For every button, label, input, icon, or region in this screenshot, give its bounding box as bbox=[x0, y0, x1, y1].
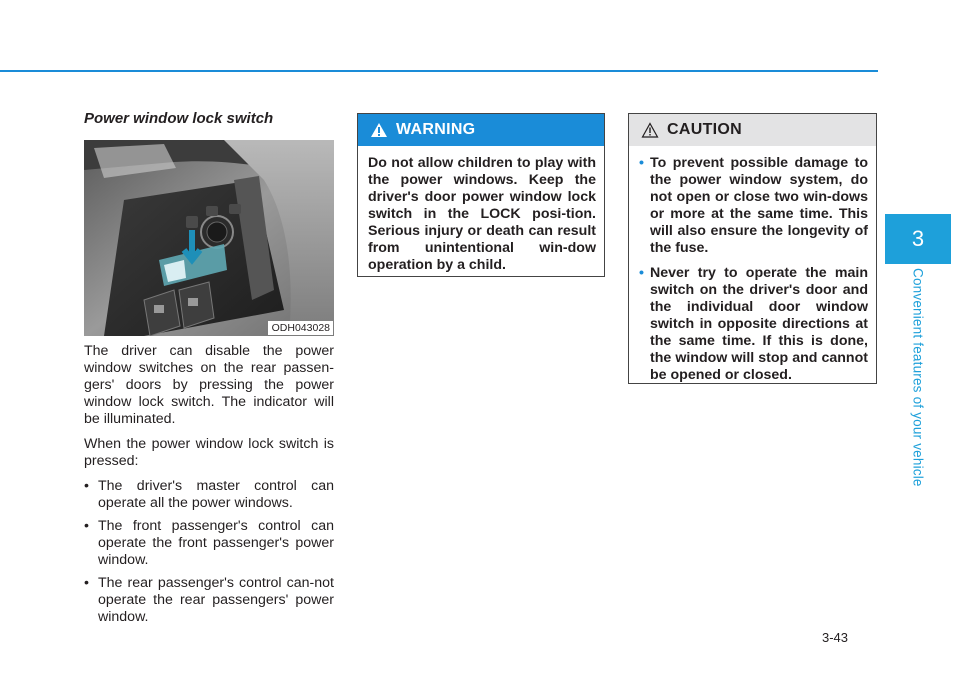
warning-text: Do not allow children to play with the power windows. Keep the driver's door power window lock switch in the LOCK posi-tion. Serious injury or death can result from unintentional win-dow operation by a child. bbox=[368, 155, 596, 273]
warning-title: WARNING bbox=[396, 121, 476, 138]
section-title: Power window lock switch bbox=[84, 110, 274, 127]
header-rule bbox=[0, 70, 878, 72]
chapter-number: 3 bbox=[911, 226, 925, 251]
list-item: • The rear passenger's control can-not operate the rear passengers' power window. bbox=[84, 575, 334, 626]
caution-triangle-icon bbox=[641, 122, 659, 138]
chapter-number-tab bbox=[885, 214, 951, 264]
list-item: • Never try to operate the main switch on the driver's door and the individual door window switch in opposite directions at the same time. If this is done, the window will stop and cannot be opened or closed. bbox=[639, 265, 868, 384]
pressed-effects-list bbox=[84, 478, 334, 626]
caution-box bbox=[628, 113, 877, 384]
caution-list bbox=[639, 155, 868, 384]
intro-paragraph: The driver can disable the power window switches on the rear passen-gers' doors by pressing the power window lock switch. The indicator will be illuminated. bbox=[84, 343, 334, 427]
warning-header bbox=[358, 114, 604, 146]
door-window-switch-photo-icon bbox=[84, 140, 334, 336]
photo-code: ODH043028 bbox=[268, 321, 333, 335]
warning-triangle-icon bbox=[370, 122, 388, 138]
chapter-title: Convenient features of your vehicle bbox=[910, 268, 926, 487]
door-switch-photo bbox=[84, 140, 334, 336]
when-pressed-paragraph: When the power window lock switch is pressed: bbox=[84, 436, 334, 469]
page-number: 3-43 bbox=[822, 630, 849, 645]
chapter-title-tab bbox=[885, 268, 951, 498]
list-item: • The front passenger's control can operate the front passenger's power window. bbox=[84, 518, 334, 569]
caution-title: CAUTION bbox=[667, 121, 742, 138]
list-item: • To prevent possible damage to the power window system, do not open or close two win-dows or more at the same time. This will also ensure the longevity of the fuse. bbox=[639, 155, 868, 257]
body-column bbox=[84, 343, 334, 632]
caution-content bbox=[629, 146, 876, 384]
warning-box bbox=[357, 113, 605, 277]
list-item: • The driver's master control can operate all the power windows. bbox=[84, 478, 334, 512]
caution-header bbox=[629, 114, 876, 146]
